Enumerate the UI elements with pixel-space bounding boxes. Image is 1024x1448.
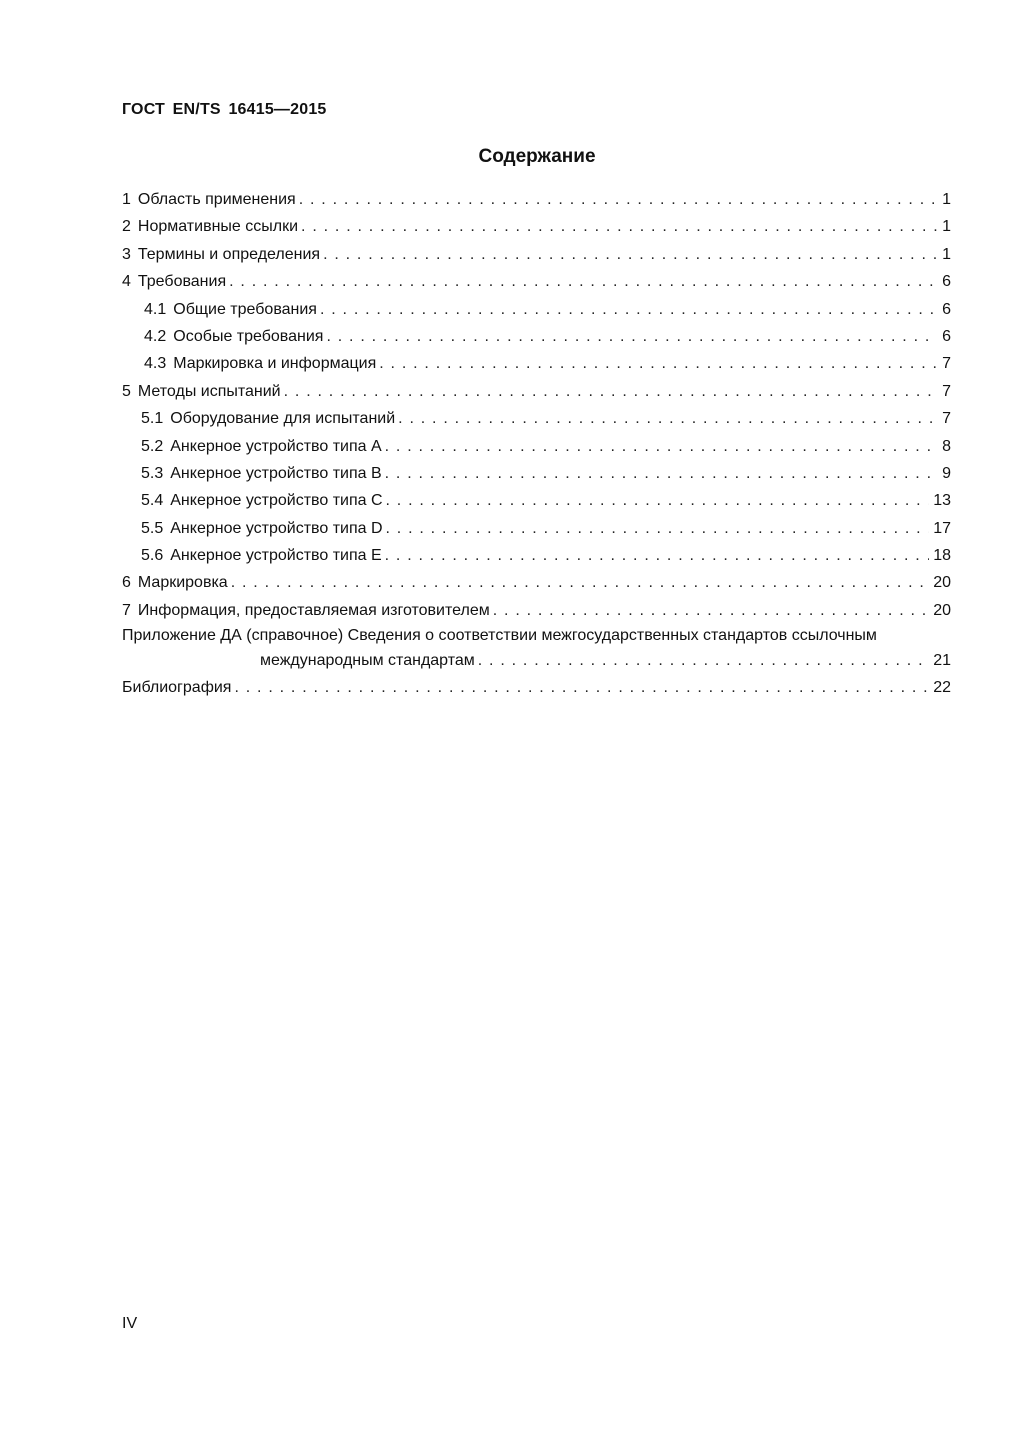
toc-entry-1[interactable] <box>122 186 951 213</box>
toc-entry-page: 18 <box>933 547 951 565</box>
toc-entry-page: 21 <box>933 652 951 670</box>
toc-entry-title: Анкерное устройство типа D <box>170 519 383 537</box>
toc-entry-page: 1 <box>942 218 951 236</box>
toc-entry-title: Анкерное устройство типа В <box>170 464 382 482</box>
toc-entry-5-2[interactable] <box>122 433 951 460</box>
toc-entry-page: 20 <box>933 574 951 592</box>
toc-entry-number: 5.4 <box>141 492 164 510</box>
toc-leader-dots <box>323 323 937 350</box>
toc-entry-number: 7 <box>122 601 131 619</box>
toc-entry-page: 8 <box>942 437 951 455</box>
toc-leader-dots <box>376 350 937 377</box>
toc-leader-dots <box>320 241 937 268</box>
toc-leader-dots <box>317 296 937 323</box>
toc-appendix-line1: Приложение ДА (справочное) Сведения о соответствии межгосударственных стандартов ссылочным <box>122 627 877 645</box>
toc-entry-title: Общие требования <box>173 300 317 318</box>
toc-entry-6[interactable] <box>122 569 951 596</box>
toc-entry-number: 5.1 <box>141 410 164 428</box>
toc-leader-dots <box>226 268 937 295</box>
toc-leader-dots <box>298 213 937 240</box>
toc-entry-page: 13 <box>933 492 951 510</box>
toc-entry-5-5[interactable] <box>122 515 951 542</box>
toc-entry-bibliography[interactable] <box>122 674 951 701</box>
toc-entry-number: 4.3 <box>144 355 167 373</box>
toc-entry-number: 1 <box>122 191 131 208</box>
toc-leader-dots <box>490 597 929 624</box>
toc-leader-dots <box>382 542 930 569</box>
toc-entry-page: 17 <box>933 519 951 537</box>
toc-entry-number: 4.2 <box>144 327 167 345</box>
toc-leader-dots <box>383 515 930 542</box>
toc-entry-number: 4.1 <box>144 300 167 318</box>
toc-entry-number: 5.6 <box>141 547 164 565</box>
toc-leader-dots <box>475 648 929 674</box>
toc-entry-4-3[interactable] <box>122 350 951 377</box>
toc-entry-page: 9 <box>942 464 951 482</box>
toc-leader-dots <box>382 460 937 487</box>
toc-entry-5-3[interactable] <box>122 460 951 487</box>
toc-entry-number: 6 <box>122 574 131 592</box>
toc-entry-4-2[interactable] <box>122 323 951 350</box>
toc-entry-title: Область применения <box>137 191 296 208</box>
toc-entry-4[interactable] <box>122 268 951 295</box>
toc-entry-number: 5.2 <box>141 437 164 455</box>
toc-entry-title: Особые требования <box>173 327 324 345</box>
toc-entry-title: Анкерное устройство типа Е <box>170 547 382 565</box>
toc-leader-dots <box>228 569 930 596</box>
toc-entry-title: Методы испытаний <box>137 382 281 400</box>
toc-entry-5-4[interactable] <box>122 487 951 514</box>
toc-entry-5-1[interactable] <box>122 405 951 432</box>
toc-entry-title: Анкерное устройство типа А <box>170 437 382 455</box>
toc-entry-title: Термины и определения <box>137 245 321 263</box>
toc-entry-title: Нормативные ссылки <box>137 218 299 236</box>
toc-entry-title: Требования <box>137 273 227 291</box>
toc-leader-dots <box>395 405 937 432</box>
toc-entry-page: 7 <box>942 410 951 428</box>
toc-entry-page: 6 <box>942 273 951 291</box>
toc-entry-page: 7 <box>942 382 951 400</box>
toc-entry-number: 5.5 <box>141 519 164 537</box>
toc-entry-number: 4 <box>122 273 131 291</box>
toc-entry-3[interactable] <box>122 241 951 268</box>
toc-entry-page: 6 <box>942 327 951 345</box>
toc-entry-page: 1 <box>942 245 951 263</box>
toc-leader-dots <box>382 433 937 460</box>
toc-entry-page: 22 <box>933 679 951 697</box>
toc-entry-page: 6 <box>942 300 951 318</box>
toc-entry-title: Маркировка <box>137 574 228 592</box>
toc-entry-page: 7 <box>942 355 951 373</box>
toc-entry-page: 1 <box>942 191 951 208</box>
toc-entry-title: Маркировка и информация <box>173 355 377 373</box>
toc-entry-title: Информация, предоставляемая изготовителем <box>137 601 490 619</box>
toc-entry-number: 5.3 <box>141 464 164 482</box>
toc-entry-4-1[interactable] <box>122 296 951 323</box>
standard-header: ГОСТ EN/TS 16415—2015 <box>122 101 327 118</box>
toc-entry-number: 3 <box>122 245 131 263</box>
toc-entry-page: 20 <box>933 601 951 619</box>
toc-entry-number: 2 <box>122 218 131 236</box>
toc-entry-title: Библиография <box>122 679 232 697</box>
toc-leader-dots <box>281 378 937 405</box>
toc-title: Содержание <box>478 146 596 167</box>
toc-leader-dots <box>296 186 937 213</box>
toc-entry-title: Оборудование для испытаний <box>170 410 396 428</box>
table-of-contents <box>122 186 951 702</box>
toc-leader-dots <box>231 674 929 701</box>
toc-entry-appendix[interactable] <box>122 624 951 674</box>
toc-entry-5-6[interactable] <box>122 542 951 569</box>
page-number: IV <box>122 1315 138 1332</box>
toc-entry-7[interactable] <box>122 597 951 624</box>
toc-appendix-line2: международным стандартам <box>260 652 475 670</box>
toc-entry-title: Анкерное устройство типа С <box>170 492 383 510</box>
toc-leader-dots <box>383 487 930 514</box>
toc-entry-number: 5 <box>122 382 131 400</box>
toc-entry-5[interactable] <box>122 378 951 405</box>
toc-entry-2[interactable] <box>122 213 951 240</box>
